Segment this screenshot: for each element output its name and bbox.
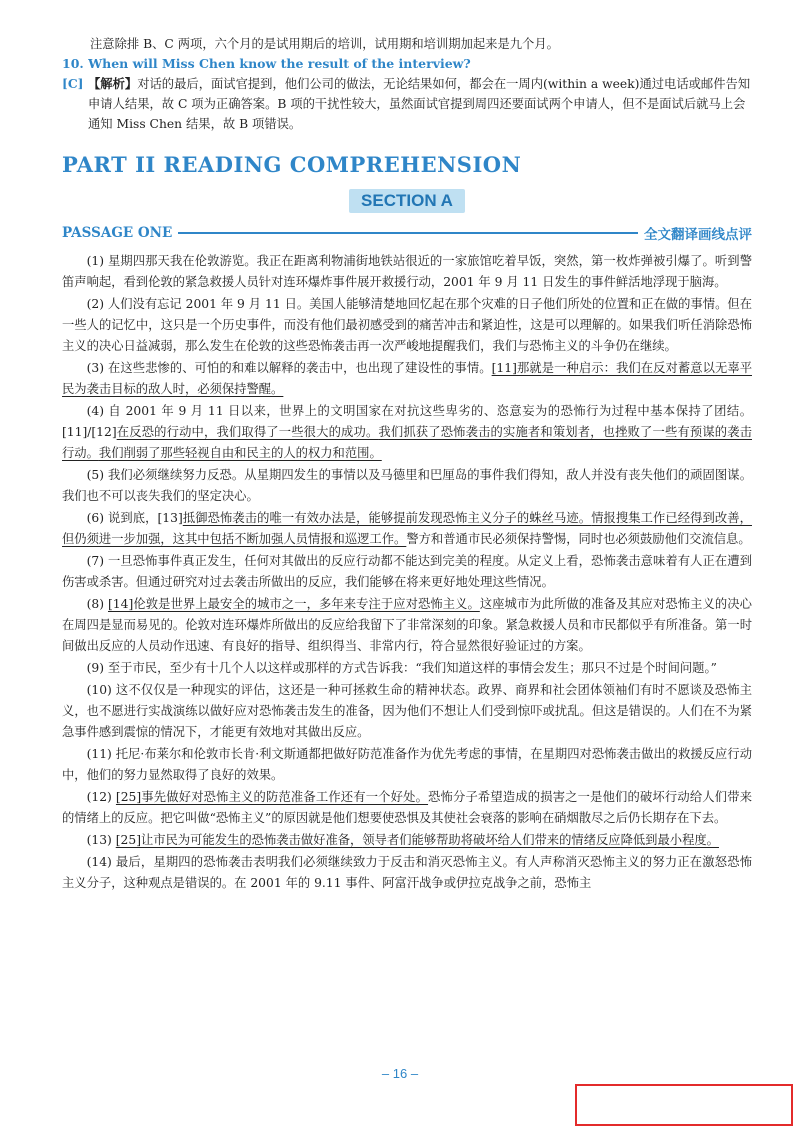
question-10-answer — [62, 74, 752, 134]
paragraph-13 — [62, 830, 752, 851]
underlined-text: [14]伦敦是世界上最安全的城市之一，多年来专注于应对恐怖主义。 — [108, 597, 480, 611]
page-number: – 16 – — [381, 1066, 419, 1081]
answer-explanation — [88, 74, 752, 134]
paragraph-4 — [62, 401, 752, 464]
part-heading: PART II READING COMPREHENSION — [62, 152, 522, 177]
underlined-text: 情报搜集工作已经得到改善，但仍须进一步加强，这其中包括不断加强人员情报和巡逻工作。 — [62, 511, 752, 546]
underlined-text: 我们抓获了恐怖袭击的实施者和策划者，也挫败了一些有预谋的袭击行动。 — [62, 425, 752, 460]
highlight-box — [575, 1084, 793, 1126]
underlined-text: 领导者们能够帮助将破坏给人们带来的情绪反应降低到最小程度。 — [362, 833, 719, 847]
paragraph-11: (11) 托尼·布莱尔和伦敦市长肯·利文斯通都把做好防范准备作为优先考虑的事情，在星期四对恐怖袭击做出的救援反应行动中，他们的努力显然取得了良好的效果。 — [62, 747, 752, 782]
paragraph-3 — [62, 358, 752, 400]
paragraph-12-text: (12) — [86, 790, 116, 804]
paragraph-6-text: 警方和普通市民必须保持警惕，同时也必须鼓励他们交流信息。 — [406, 532, 751, 546]
paragraph-4-text: (4) 自 2001 年 9 月 11 日以来，世界上的文明国家在对抗这些卑劣的、恣意妄为的恐怖行为过程中基本保持了团结。[11]/[12] — [62, 404, 752, 439]
underlined-text: [25]让市民为可能发生的恐怖袭击做好准备， — [115, 833, 363, 847]
paragraph-6 — [62, 508, 752, 550]
explanation-text: 对话的最后，面试官提到，他们公司的做法，无论结果如何，都会在一周内(within a week)通过电话或邮件告知申请人结果，故 C 项为正确答案。B 项的干扰性较大，虽然面试官提到周四还要面试两个申请人，但不是面试后就马上会通知 Miss Chen 结果，故 B 项错误。 — [88, 77, 751, 131]
underlined-text: [11]那就是一种启示：我们在反对蓄意以无辜平民为袭击目标的敌人时，必须保持警醒。 — [62, 361, 752, 396]
underlined-text: 在反恐的行动中，我们取得了一些很大的成功。 — [116, 425, 379, 439]
paragraph-2: (2) 人们没有忘记 2001 年 9 月 11 日。美国人能够清楚地回忆起在那个灾难的日子他们所处的位置和正在做的事情。但在一些人的记忆中，这只是一个历史事件，而没有他们最初感受到的痛苦冲击和紧迫性，这是可以理解的。如果我们听任消除恐怖主义的决心日益减弱，那么发生在伦敦的这些恐怖袭击再一次严峻地提醒我们，我们与恐怖主义的斗争仍在继续。 — [62, 297, 752, 353]
paragraph-8 — [62, 594, 752, 657]
explanation-label: 【解析】 — [88, 76, 138, 91]
paragraph-8-text: 这座城市为此所做的准备及其应对恐怖主义的决心在周四是显而易见的。伦敦对连环爆炸所做出的反应给我留下了非常深刻的印象。紧急救援人员和市民都似乎有所准备。第一时间做出反应的人员动作迅速、有良好的指导、组织得当、非常内行，符合显然很好验证过的方案。 — [62, 597, 752, 653]
paragraph-14: (14) 最后，星期四的恐怖袭击表明我们必须继续致力于反击和消灭恐怖主义。有人声称消灭恐怖主义的努力正在激怒恐怖主义分子，这种观点是错误的。在 2001 年的 9.11 事件、阿富汗战争或伊拉克战争之前，恐怖主 — [62, 855, 752, 890]
paragraph-9: (9) 至于市民，至少有十几个人以这样或那样的方式告诉我：“我们知道这样的事情会发生；那只不过是个时间问题。” — [86, 661, 717, 675]
paragraph-7: (7) 一旦恐怖事件真正发生，任何对其做出的反应行动都不能达到完美的程度。从定义上看，恐怖袭击意味着有人正在遭到伤害或杀害。但通过研究对过去袭击所做出的反应，我们能够在将来更好地处理这些情况。 — [62, 554, 752, 589]
passage-note: 全文翻译画线点评 — [644, 227, 752, 243]
question-10-title: 10. When will Miss Chen know the result of the interview? — [62, 56, 471, 71]
underlined-text: 抵御恐怖袭击的唯一有效办法是，能够提前发现恐怖主义分子的蛛丝马迹。 — [182, 511, 592, 525]
paragraph-8-text: (8) — [86, 597, 108, 611]
answer-key: [C] — [62, 76, 84, 91]
prev-answer-line: 注意除排 B、C 两项，六个月的是试用期后的培训，试用期和培训期加起来是九个月。 — [90, 37, 559, 51]
passage-divider — [178, 232, 638, 234]
paragraph-3-text: (3) 在这些悲惨的、可怕的和难以解释的袭击中，也出现了建设性的事情。 — [86, 361, 492, 375]
paragraph-6-text: (6) 说到底，[13] — [86, 511, 183, 525]
passage-title: PASSAGE ONE — [62, 225, 173, 241]
page-content — [62, 34, 752, 895]
paragraph-13-text: (13) — [86, 833, 116, 847]
passage-header — [62, 223, 752, 243]
paragraph-12 — [62, 787, 752, 829]
underlined-text: 我们削弱了那些轻视自由和民主的人的权力和范围。 — [98, 446, 382, 460]
paragraph-10: (10) 这不仅仅是一种现实的评估，这还是一种可拯救生命的精神状态。政界、商界和社会团体领袖们有时不愿谈及恐怖主义，也不愿进行实战演练以做好应对恐怖袭击发生的准备，因为他们不想让人们受到惊吓或扰乱。但这是错误的。人们在不为紧急事件感到震惊的情况下，才能更有效地对其做出反应。 — [62, 683, 752, 739]
underlined-text: [25]事先做好对恐怖主义的防范准备工作还有一个好处。 — [115, 790, 429, 804]
section-badge: SECTION A — [349, 189, 465, 213]
paragraph-1: (1) 星期四那天我在伦敦游览。我正在距离利物浦街地铁站很近的一家旅馆吃着早饭，突然，第一枚炸弹被引爆了。听到警笛声响起，看到伦敦的紧急救援人员针对连环爆炸事件展开救援行动，2001 年 9 月 11 日发生的事件鲜活地浮现于脑海。 — [62, 254, 752, 289]
paragraph-12-text: 恐怖分子希望造成的损害之一是他们的破坏行动给人们带来的情绪上的反应。把它叫做“恐怖主义”的原因就是他们想要使恐惧及其使社会衰落的影响在硝烟散尽之后仍长期存在下去。 — [62, 790, 752, 825]
paragraph-5: (5) 我们必须继续努力反恐。从星期四发生的事情以及马德里和巴厘岛的事件我们得知，敌人并没有丧失他们的顽固图谋。我们也不可以丧失我们的坚定决心。 — [62, 468, 752, 503]
